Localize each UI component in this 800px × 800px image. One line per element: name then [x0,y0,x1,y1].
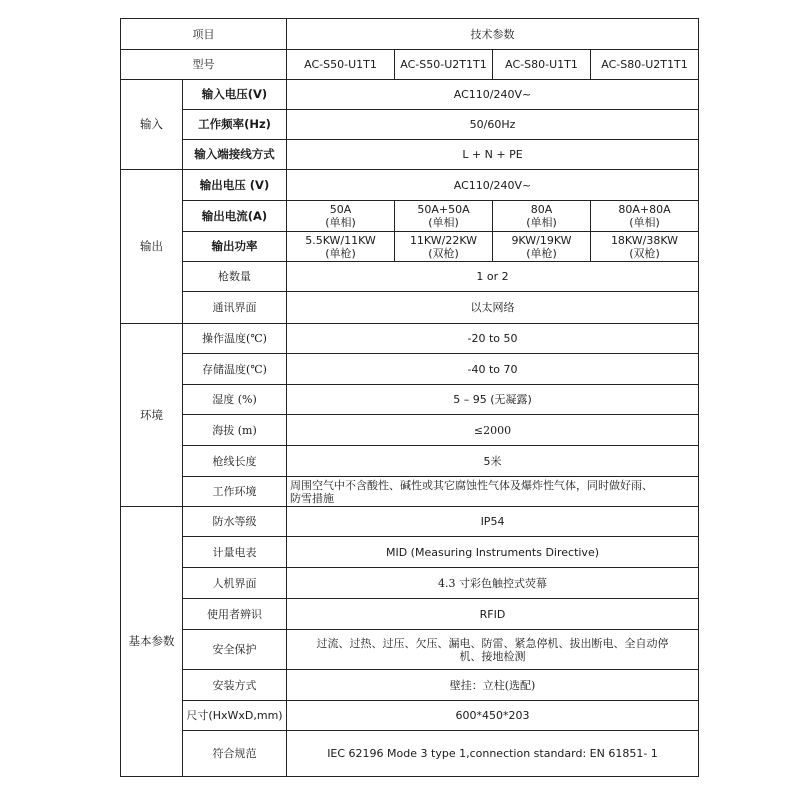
workenv-line: 防雪措施 [290,491,334,505]
input-voltage-value: AC110/240V~ [287,80,699,110]
header-item: 项目 [121,19,287,50]
basic-install-row [121,670,699,701]
power-gun: (双枪) [428,246,459,260]
output-comm-label: 通讯界面 [183,292,287,324]
basic-meter-value: MID (Measuring Instruments Directive) [287,537,699,568]
basic-protection-label: 安全保护 [183,630,287,670]
env-optemp-value: -20 to 50 [287,324,699,354]
env-humidity-label: 湿度 (%) [183,385,287,415]
current-value: 80A+80A [618,203,671,216]
env-altitude-value: ≤2000 [287,415,699,446]
basic-protection-row [121,630,699,670]
header-params: 技术参数 [287,19,699,50]
input-voltage-label: 输入电压(V) [183,80,287,110]
group-basic: 基本参数 [121,507,183,777]
output-power-cell [395,232,493,262]
env-altitude-row [121,415,699,446]
basic-waterproof-label: 防水等级 [183,507,287,537]
current-value: 50A+50A [417,203,470,216]
env-storagetemp-label: 存储温度(℃) [183,354,287,385]
protection-line: 过流、过热、过压、欠压、漏电、防雷、紧急停机、拔出断电、全自动停 [316,636,669,650]
model-value: AC-S80-U2T1T1 [591,50,699,80]
current-value: 50A [329,203,352,216]
env-workenv-value [287,477,699,507]
model-value: AC-S50-U1T1 [287,50,395,80]
output-voltage-row [121,170,699,201]
group-output: 输出 [121,170,183,324]
output-guns-label: 枪数量 [183,262,287,292]
workenv-line: 周围空气中不含酸性、碱性或其它腐蚀性气体及爆炸性气体，同时做好雨、 [290,478,653,492]
basic-standard-row [121,731,699,777]
output-power-cell [493,232,591,262]
output-power-cell [591,232,699,262]
basic-waterproof-row [121,507,699,537]
basic-meter-row [121,537,699,568]
model-value: AC-S80-U1T1 [493,50,591,80]
env-optemp-row [121,324,699,354]
basic-size-value: 600*450*203 [287,701,699,731]
basic-install-value: 壁挂：立柱(选配) [287,670,699,701]
output-current-cell [287,201,395,232]
input-wiring-value: L + N + PE [287,140,699,170]
header-row [121,19,699,50]
input-wiring-row [121,140,699,170]
current-phase: (单相) [526,216,557,229]
group-environment: 环境 [121,324,183,507]
output-guns-row [121,262,699,292]
current-phase: (单相) [629,216,660,229]
basic-hmi-value: 4.3 寸彩色触控式荧幕 [287,568,699,599]
basic-hmi-label: 人机界面 [183,568,287,599]
env-workenv-row [121,477,699,507]
env-storagetemp-value: -40 to 70 [287,354,699,385]
output-power-label: 输出功率 [183,232,287,262]
basic-meter-label: 计量电表 [183,537,287,568]
basic-waterproof-value: IP54 [287,507,699,537]
input-wiring-label: 输入端接线方式 [183,140,287,170]
current-phase: (单相) [428,216,459,229]
env-workenv-label: 工作环境 [183,477,287,507]
input-voltage-row [121,80,699,110]
output-current-label: 输出电流(A) [183,201,287,232]
env-storagetemp-row [121,354,699,385]
output-power-row [121,232,699,262]
output-power-cell [287,232,395,262]
output-current-cell [395,201,493,232]
env-cable-label: 枪线长度 [183,446,287,477]
model-row [121,50,699,80]
env-humidity-value: 5 – 95 (无凝露) [287,385,699,415]
env-cable-row [121,446,699,477]
output-current-row [121,201,699,232]
output-comm-value: 以太网络 [287,292,699,324]
power-value: 5.5KW/11KW [305,233,376,247]
power-value: 18KW/38KW [610,233,679,247]
protection-line: 机、接地检测 [459,649,526,663]
output-comm-row [121,292,699,324]
basic-protection-value [287,630,699,670]
power-value: 9KW/19KW [511,233,572,247]
basic-size-label: 尺寸(HxWxD,mm) [183,701,287,731]
current-phase: (单相) [325,216,356,229]
basic-hmi-row [121,568,699,599]
output-current-cell [493,201,591,232]
basic-userid-value: RFID [287,599,699,630]
input-frequency-value: 50/60Hz [287,110,699,140]
spec-table [120,18,699,777]
basic-userid-label: 使用者辨识 [183,599,287,630]
input-frequency-row [121,110,699,140]
power-gun: (双枪) [629,246,660,260]
env-optemp-label: 操作温度(℃) [183,324,287,354]
power-gun: (单枪) [526,246,557,260]
group-input: 输入 [121,80,183,170]
env-altitude-label: 海拔 (m) [183,415,287,446]
current-value: 80A [530,203,553,216]
basic-standard-value: IEC 62196 Mode 3 type 1,connection standard: EN 61851- 1 [287,731,699,777]
basic-size-row [121,701,699,731]
model-label: 型号 [121,50,287,80]
output-voltage-label: 输出电压 (V) [183,170,287,201]
output-voltage-value: AC110/240V~ [287,170,699,201]
env-cable-value: 5米 [287,446,699,477]
basic-standard-label: 符合规范 [183,731,287,777]
input-frequency-label: 工作频率(Hz) [183,110,287,140]
basic-install-label: 安装方式 [183,670,287,701]
output-current-cell [591,201,699,232]
power-gun: (单枪) [325,246,356,260]
env-humidity-row [121,385,699,415]
model-value: AC-S50-U2T1T1 [395,50,493,80]
output-guns-value: 1 or 2 [287,262,699,292]
basic-userid-row [121,599,699,630]
power-value: 11KW/22KW [409,233,478,247]
